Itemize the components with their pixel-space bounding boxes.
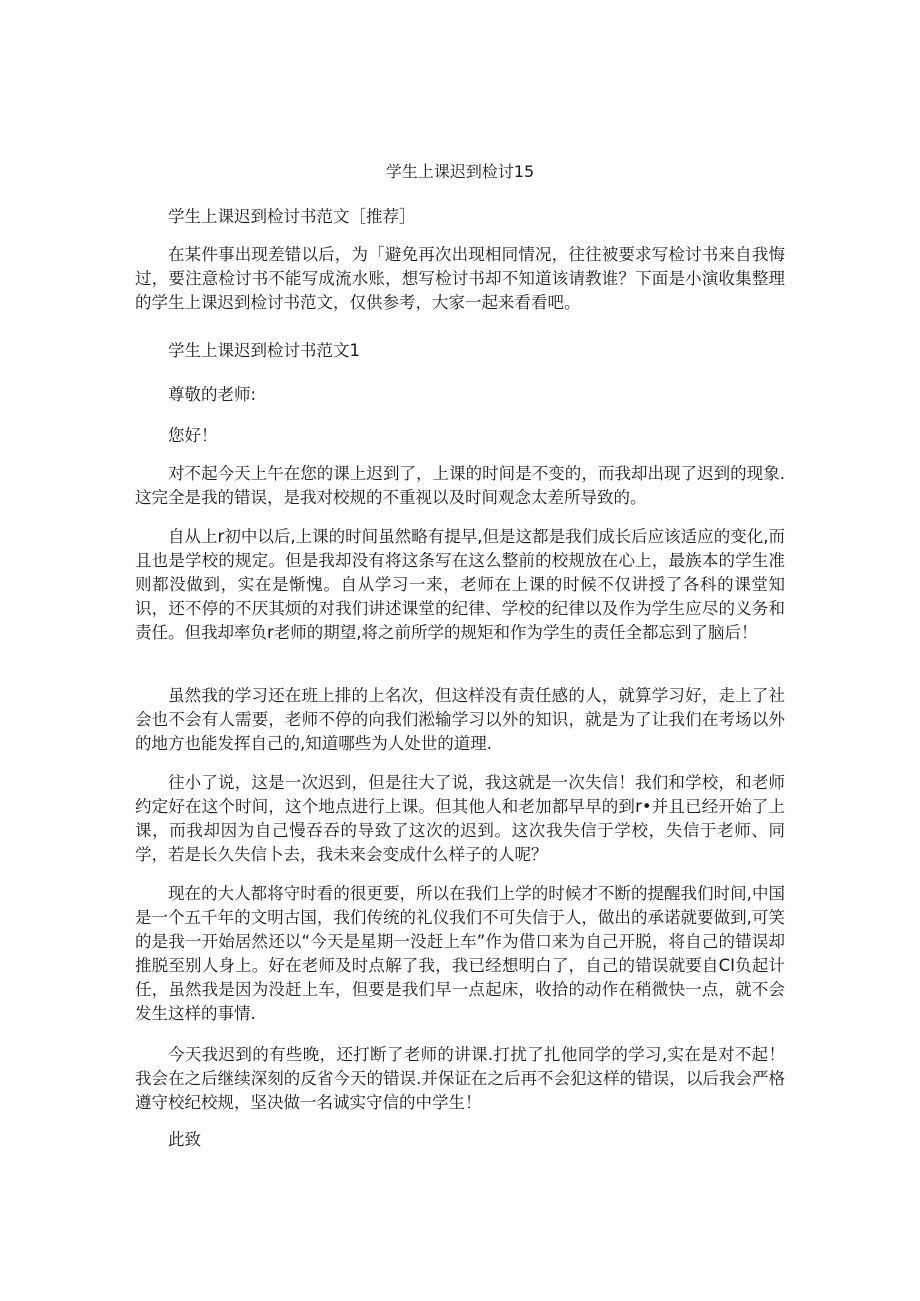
body-paragraph: 自从上r初中以后,上课的时间虽然略有提早,但是这都是我们成长后应该适应的变化,而且也是学校的规定。但是我却没有将这条写在这么整前的校规放在心上，最族本的学生准则都没做到，实在是惭愧。自从学习一来，老师在上课的时候不仅讲授了各科的课堂知识，还不停的不厌其烦的对我们讲述课堂的纪律、学校的纪律以及作为学生应尽的义务和责任。但我却率负r老师的期望,将之前所学的规矩和作为学生的责任全都忘到了脑后！ [135, 527, 785, 642]
intro-paragraph: 在某件事出现差错以后，为「避免再次出现相同情况，往往被要求写检讨书来自我悔过，要注意检讨书不能写成流水账，想写检讨书却不知道该请教谁？下面是小演收集整理的学生上课迟到检讨书范文，仅供参考，大家一起来看看吧。 [135, 245, 785, 312]
body-paragraph: 今天我迟到的有些晚，还打断了老师的讲课.打扰了扎他同学的学习,实在是对不起！我会在之后继续深刻的反省今天的错误.并保证在之后再不会犯这样的错误，以后我会严格遵守校纪校规，坚决做一名诚实守信的中学生！ [135, 1045, 785, 1112]
document-title: 学生上课迟到检讨15 [385, 162, 535, 181]
document-subtitle: 学生上课迟到检讨书范文［推荐］ [168, 207, 416, 226]
body-paragraph: 现在的大人都将守时看的很更要，所以在我们上学的时候才不断的提醒我们时间,中国是一个五千年的文明古国，我们传统的礼仪我们不可失信于人，做出的承诺就要做到,可笑的是我一开始居然还以“今天是星期一没赶上车”作为借口来为自己开脱，将自己的错误却推脱至别人身上。好在老师及时点解了我，我已经想明白了，自己的错误就要自CI负起计任，虽然我是因为没赶上车，但要是我们早一点起床，收拾的动作在稍微快一点，就不会发生这样的事情. [135, 884, 785, 1023]
closing: 此致 [168, 1130, 201, 1149]
section-heading: 学生上课迟到检讨书范文1 [168, 341, 360, 360]
salutation: 尊敬的老师: [168, 385, 257, 404]
greeting: 您好！ [168, 426, 218, 445]
body-paragraph: 虽然我的学习还在班上排的上名次，但这样没有责任感的人，就算学习好，走上了社会也不会有人需要，老师不停的向我们淞输学习以外的知识，就是为了让我们在考场以外的地方也能发挥自己的,知道哪些为人处世的道理. [135, 686, 785, 753]
body-paragraph: 对不起今天上午在您的课上迟到了，上课的时间是不变的，而我却出现了迟到的现象.这完全是我的错误，是我对校规的不重视以及时间观念太差所导致的。 [135, 464, 785, 507]
body-paragraph: 往小了说，这是一次迟到，但是往大了说，我这就是一次失信！我们和学校，和老师约定好在这个时间，这个地点进行上课。但其他人和老加都早早的到r•并且已经开始了上课，而我却因为自己慢吞吞的导致了这次的迟到。这次我失信于学校，失信于老师、同学，若是长久失信卜去，我未来会变成什么样子的人呢？ [135, 773, 785, 864]
